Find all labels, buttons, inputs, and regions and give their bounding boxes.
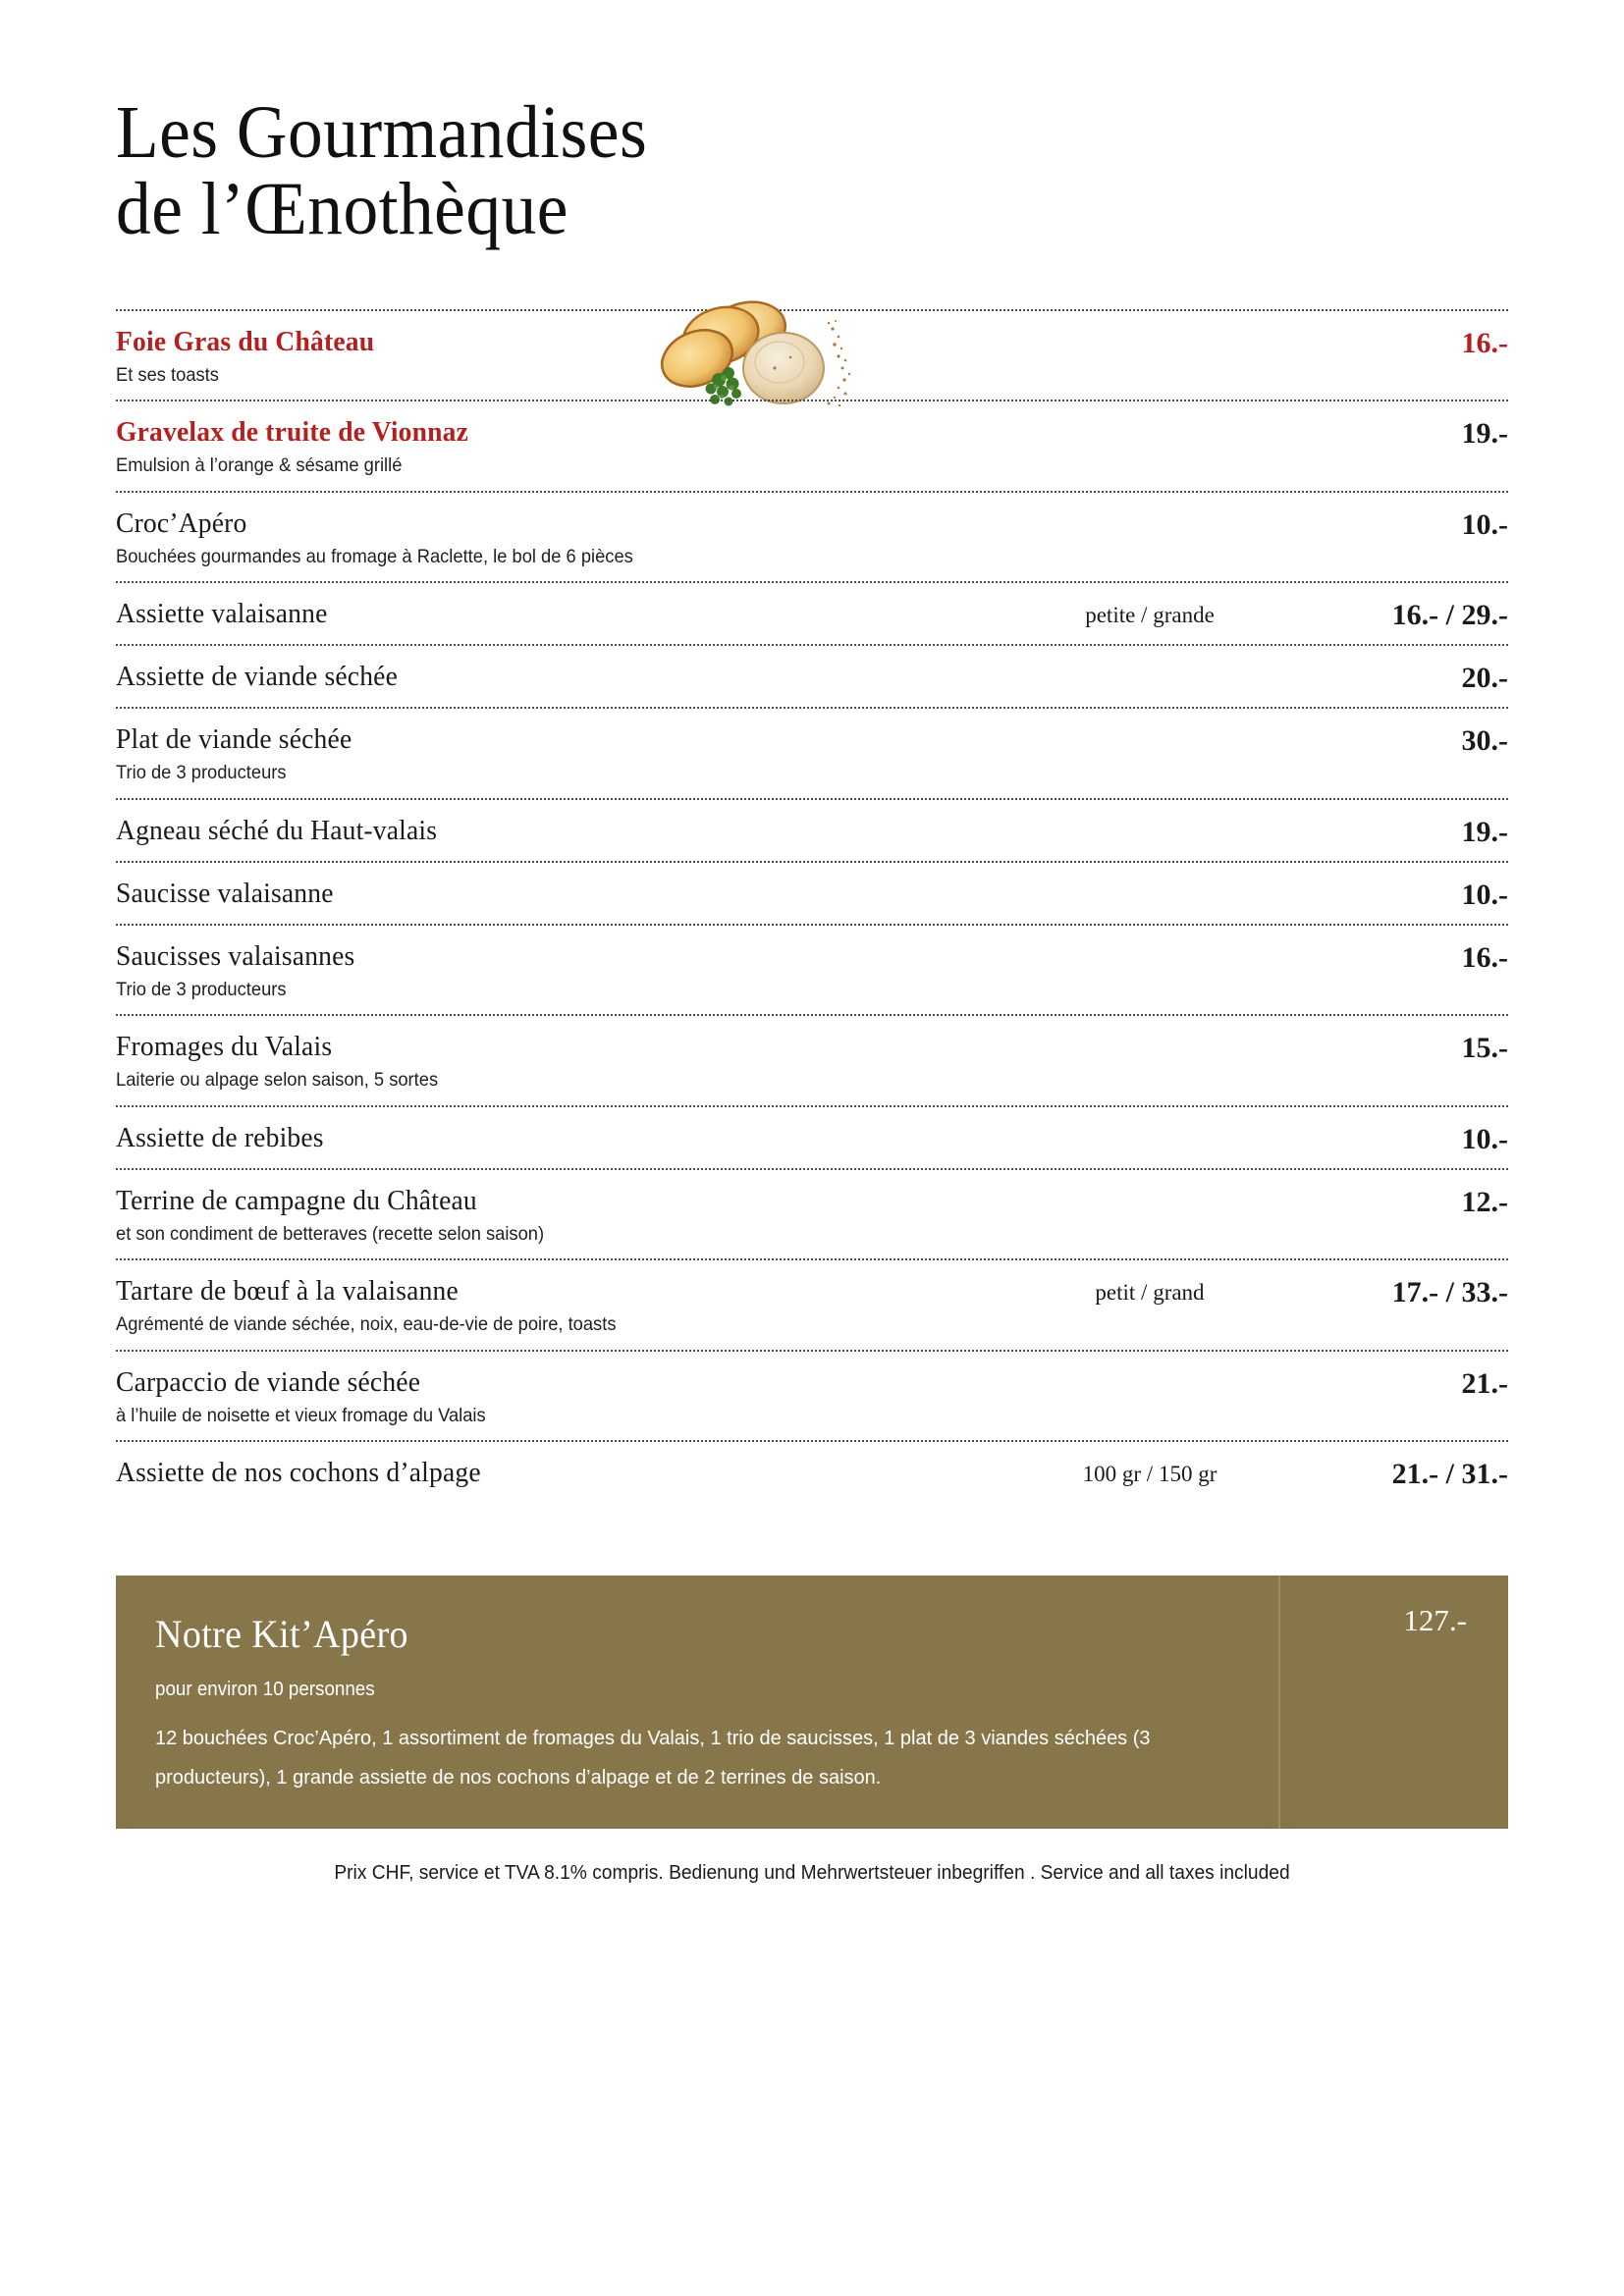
menu-item-text bbox=[116, 1456, 1017, 1489]
menu-item-text bbox=[116, 1030, 1056, 1094]
menu-row-inner bbox=[116, 1184, 1508, 1248]
menu-item-text bbox=[116, 507, 1056, 570]
menu-row-inner bbox=[116, 1121, 1508, 1156]
menu-row bbox=[116, 1105, 1508, 1168]
menu-item-name: Gravelax de truite de Vionnaz bbox=[116, 416, 469, 449]
menu-item-portion-label: petite / grande bbox=[1085, 603, 1215, 628]
menu-item-portion-label bbox=[1056, 877, 1322, 882]
menu-item-price: 10.- bbox=[1461, 507, 1508, 541]
menu-row-inner bbox=[116, 415, 1508, 479]
menu-item-description: Trio de 3 producteurs bbox=[116, 978, 287, 1000]
menu-item-portion-label bbox=[1056, 507, 1322, 512]
menu-item-price: 16.- bbox=[1461, 326, 1508, 359]
menu-row-inner bbox=[116, 1274, 1508, 1338]
menu-item-text bbox=[116, 814, 1056, 847]
menu-item-description: Bouchées gourmandes au fromage à Raclette, le bol de 6 pièces bbox=[116, 545, 633, 567]
menu-row bbox=[116, 707, 1508, 798]
menu-row bbox=[116, 644, 1508, 707]
menu-row bbox=[116, 1168, 1508, 1259]
menu-row bbox=[116, 309, 1508, 400]
menu-item-name: Saucisses valaisannes bbox=[116, 939, 355, 972]
menu-item-portion-label bbox=[1056, 415, 1322, 421]
kit-apero-box bbox=[116, 1575, 1508, 1829]
menu-item-name: Foie Gras du Château bbox=[116, 325, 375, 357]
menu-item-name: Carpaccio de viande séchée bbox=[116, 1365, 421, 1398]
menu-row-inner bbox=[116, 507, 1508, 570]
page-title-line-2: de l’Œnothèque bbox=[116, 168, 568, 251]
kit-apero-subtitle: pour environ 10 personnes bbox=[155, 1679, 375, 1701]
menu-item-portion-label: 100 gr / 150 gr bbox=[1082, 1462, 1218, 1487]
menu-item-list bbox=[0, 309, 1624, 1504]
menu-item-description: Et ses toasts bbox=[116, 363, 219, 386]
menu-item-description: à l’huile de noisette et vieux fromage du Valais bbox=[116, 1405, 486, 1426]
menu-item-name: Agneau séché du Haut-valais bbox=[116, 814, 438, 846]
menu-item-price: 21.- bbox=[1461, 1366, 1508, 1400]
kit-apero-title: Notre Kit’Apéro bbox=[155, 1612, 408, 1657]
menu-item-price: 20.- bbox=[1461, 662, 1508, 695]
page-title bbox=[0, 0, 1624, 251]
menu-item-portion-label bbox=[1056, 660, 1322, 666]
menu-item-description: Laiterie ou alpage selon saison, 5 sortes bbox=[116, 1069, 439, 1092]
menu-row bbox=[116, 1350, 1508, 1441]
menu-item-price: 16.- bbox=[1461, 940, 1508, 974]
menu-item-text bbox=[116, 1184, 1056, 1248]
menu-item-price: 16.- / 29.- bbox=[1391, 599, 1508, 632]
menu-item-text bbox=[116, 597, 1017, 630]
menu-row-inner bbox=[116, 722, 1508, 786]
menu-item-portion-label bbox=[1056, 814, 1322, 820]
menu-item-name: Assiette de viande séchée bbox=[116, 661, 399, 693]
menu-row bbox=[116, 400, 1508, 491]
menu-row-inner bbox=[116, 1030, 1508, 1094]
menu-row-inner bbox=[116, 1456, 1508, 1491]
menu-row bbox=[116, 1258, 1508, 1350]
menu-item-price: 17.- / 33.- bbox=[1391, 1276, 1508, 1309]
menu-row-inner bbox=[116, 814, 1508, 849]
menu-item-portion-label bbox=[1056, 325, 1322, 331]
menu-item-text bbox=[116, 415, 1056, 479]
menu-row-inner bbox=[116, 325, 1508, 389]
kit-apero-price: 127.- bbox=[1403, 1603, 1467, 1638]
menu-item-portion-label bbox=[1056, 722, 1322, 728]
menu-item-price: 10.- bbox=[1461, 878, 1508, 911]
menu-item-description: et son condiment de betteraves (recette selon saison) bbox=[116, 1222, 545, 1245]
kit-apero-details bbox=[116, 1575, 1280, 1829]
page-title-line-1: Les Gourmandises bbox=[116, 91, 648, 174]
menu-item-price: 19.- bbox=[1461, 417, 1508, 451]
menu-item-text bbox=[116, 1121, 1056, 1154]
menu-row-inner bbox=[116, 1365, 1508, 1429]
menu-row bbox=[116, 1014, 1508, 1105]
menu-item-price: 15.- bbox=[1461, 1032, 1508, 1065]
menu-item-name: Plat de viande séchée bbox=[116, 723, 352, 756]
menu-row bbox=[116, 581, 1508, 644]
menu-row-inner bbox=[116, 939, 1508, 1003]
menu-item-text bbox=[116, 877, 1056, 910]
menu-item-description: Agrémenté de viande séchée, noix, eau-de-vie de poire, toasts bbox=[116, 1313, 617, 1336]
menu-row bbox=[116, 861, 1508, 924]
menu-item-price: 10.- bbox=[1461, 1122, 1508, 1155]
menu-item-price: 12.- bbox=[1461, 1185, 1508, 1218]
menu-item-name: Assiette de rebibes bbox=[116, 1121, 324, 1153]
menu-item-portion-label bbox=[1056, 1121, 1322, 1127]
menu-item-description: Trio de 3 producteurs bbox=[116, 762, 287, 784]
menu-item-price: 19.- bbox=[1461, 815, 1508, 848]
menu-item-price: 21.- / 31.- bbox=[1391, 1458, 1508, 1491]
menu-item-name: Fromages du Valais bbox=[116, 1031, 333, 1063]
footer-tax-notice: Prix CHF, service et TVA 8.1% compris. Bedienung und Mehrwertsteuer inbegriffen . Service and all taxes included bbox=[334, 1862, 1290, 1885]
menu-item-name: Tartare de bœuf à la valaisanne bbox=[116, 1275, 459, 1308]
menu-item-text bbox=[116, 722, 1056, 786]
menu-item-name: Croc’Apéro bbox=[116, 507, 247, 539]
menu-item-price: 30.- bbox=[1461, 724, 1508, 758]
menu-item-portion-label bbox=[1056, 939, 1322, 945]
menu-item-portion-label: petit / grand bbox=[1095, 1280, 1205, 1306]
menu-item-name: Assiette valaisanne bbox=[116, 598, 328, 630]
menu-row bbox=[116, 798, 1508, 861]
menu-item-name: Saucisse valaisanne bbox=[116, 877, 334, 909]
menu-row-inner bbox=[116, 660, 1508, 695]
menu-row bbox=[116, 491, 1508, 582]
menu-item-name: Assiette de nos cochons d’alpage bbox=[116, 1457, 481, 1489]
kit-apero-description: 12 bouchées Croc’Apéro, 1 assortiment de fromages du Valais, 1 trio de saucisses, 1 plat de 3 viandes séchées (3 producteurs), 1 grande assiette de nos cochons d’alpage et de 2 terrines de saison. bbox=[155, 1728, 1151, 1789]
menu-item-portion-label bbox=[1056, 1030, 1322, 1036]
menu-item-text bbox=[116, 939, 1056, 1003]
menu-item-portion-label bbox=[1056, 1365, 1322, 1371]
menu-row-inner bbox=[116, 877, 1508, 912]
menu-item-portion-label bbox=[1056, 1184, 1322, 1190]
menu-item-name: Terrine de campagne du Château bbox=[116, 1184, 477, 1216]
menu-item-text bbox=[116, 325, 1056, 389]
menu-item-text bbox=[116, 1274, 1017, 1338]
menu-row bbox=[116, 924, 1508, 1015]
kit-apero-price-area bbox=[1280, 1575, 1508, 1829]
menu-item-text bbox=[116, 660, 1056, 693]
menu-row-inner bbox=[116, 597, 1508, 632]
menu-item-description: Emulsion à l’orange & sésame grillé bbox=[116, 454, 403, 477]
menu-row bbox=[116, 1440, 1508, 1503]
menu-item-text bbox=[116, 1365, 1056, 1429]
